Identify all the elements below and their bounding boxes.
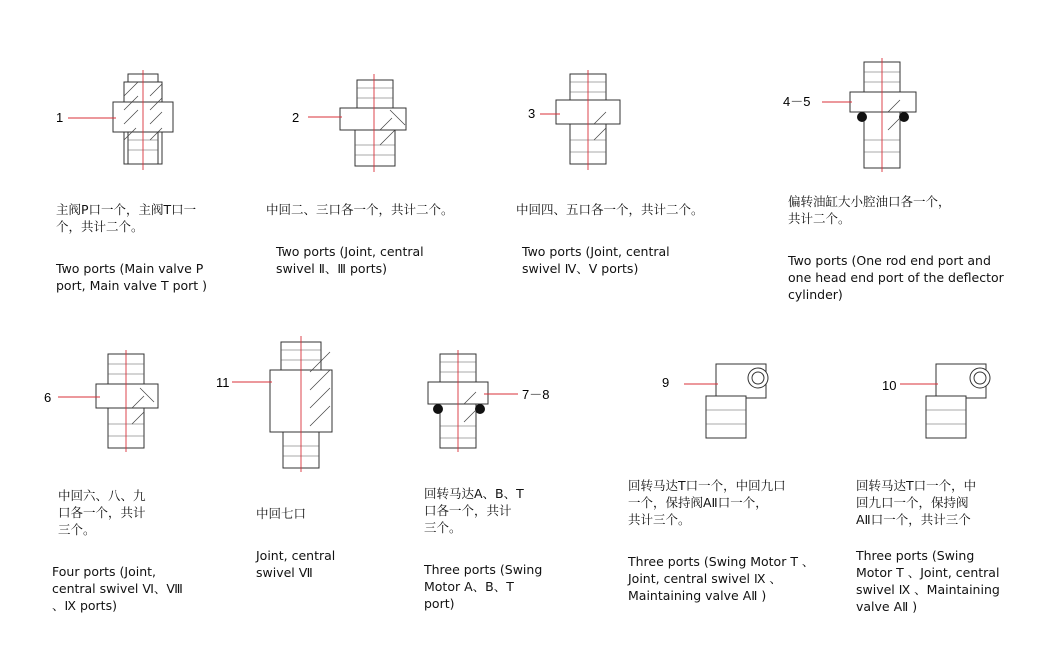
fitting-2-number: 2 [292,110,300,125]
fitting-6-cn: 中回六、八、九 口各一个，共计 三个。 [58,488,146,537]
fitting-9-number: 9 [662,375,670,390]
fitting-3-en: Two ports (Joint, central swivel Ⅳ、Ⅴ ports) [522,244,670,276]
fitting-2-caption [266,184,454,294]
fitting-7-8-caption [424,468,542,629]
fitting-2-en: Two ports (Joint, central swivel Ⅱ、Ⅲ ports) [276,244,424,276]
fitting-4-5-cn: 偏转油缸大小腔油口各一个， 共计二个。 [788,194,951,226]
fitting-6-number: 6 [44,390,52,405]
fitting-7-8-cn: 回转马达A、B、T 口各一个，共计 三个。 [424,486,524,535]
fitting-11-drawing [232,336,332,472]
fitting-6-caption [52,470,183,631]
fitting-11-cn: 中回七口 [256,506,307,521]
fitting-9-caption [628,460,814,621]
fitting-9-cn: 回转马达T口一个，中回九口 一个，保持阀AⅡ口一个， 共计三个。 [628,478,786,527]
fitting-4-5-en: Two ports (One rod end port and one head end port of the deflector cylinder) [788,253,1004,302]
fitting-10-number: 10 [882,378,897,393]
fitting-3-drawing [540,70,620,170]
fitting-10-cn: 回转马达T口一个，中 回九口一个，保持阀 AⅡ口一个，共计三个 [856,478,977,527]
fitting-10-caption [856,460,1000,632]
fitting-9-en: Three ports (Swing Motor T 、 Joint, central swivel Ⅸ 、 Maintaining valve AⅡ ) [628,554,815,603]
fitting-2-cn: 中回二、三口各一个，共计二个。 [266,202,454,217]
fitting-1-cn: 主阀P口一个，主阀T口一 个，共计二个。 [56,202,197,234]
fitting-6-en: Four ports (Joint, central swivel Ⅵ、Ⅷ 、Ⅸ ports) [52,564,183,613]
fitting-11-caption [256,488,335,598]
fitting-10-en: Three ports (Swing Motor T 、Joint, central swivel Ⅸ 、Maintaining valve AⅡ ) [856,548,1000,614]
fitting-3-caption [516,184,704,294]
fitting-1-drawing [68,70,173,170]
fitting-11-number: 11 [216,375,230,390]
fitting-1-caption [56,184,207,311]
fitting-2-drawing [308,74,406,172]
fitting-7-8-en: Three ports (Swing Motor A、B、T port) [424,562,543,611]
fitting-1-en: Two ports (Main valve P port, Main valve T port ) [56,261,208,293]
fitting-4-5-caption [788,176,1004,320]
fitting-10-drawing [900,364,990,438]
fitting-11-en: Joint, central swivel Ⅶ [256,548,336,580]
fitting-4-5-drawing [822,58,916,172]
fitting-3-number: 3 [528,106,536,121]
fitting-3-cn: 中回四、五口各一个，共计二个。 [516,202,704,217]
fitting-6-drawing [58,350,158,452]
fitting-7-8-drawing [428,350,518,452]
fitting-1-number: 1 [56,110,64,125]
fitting-7-8-number: 7－8 [522,387,550,402]
fitting-9-drawing [684,364,768,438]
fitting-4-5-number: 4－5 [783,94,811,109]
